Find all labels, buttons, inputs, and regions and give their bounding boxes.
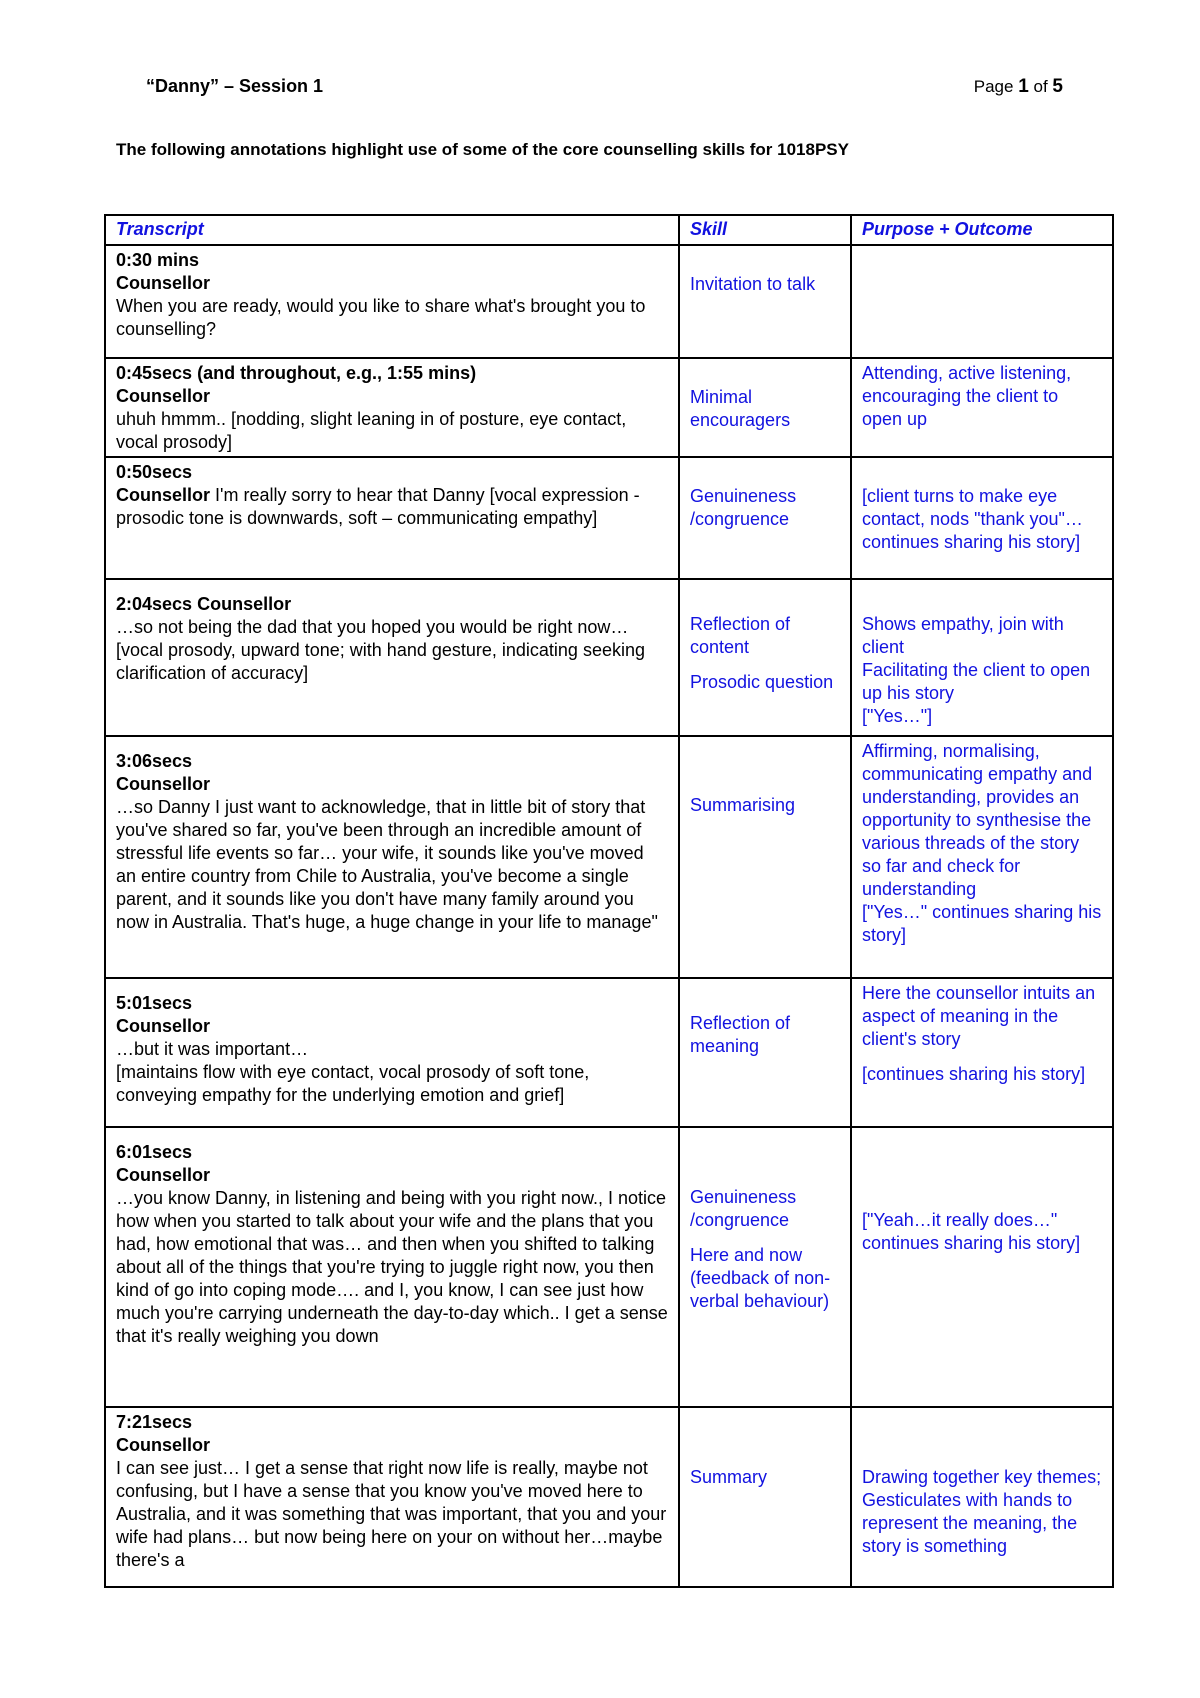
table-header-row xyxy=(105,215,1113,245)
table-row xyxy=(105,1127,1113,1407)
skill-text: Genuineness /congruence xyxy=(690,1187,797,1230)
purpose-cell xyxy=(851,736,1113,978)
skill-text: Minimal encouragers xyxy=(690,387,791,430)
speaker: Counsellor xyxy=(116,774,211,794)
transcript-cell xyxy=(105,1407,679,1587)
speaker: Counsellor xyxy=(116,485,211,505)
transcript-text: …but it was important… xyxy=(116,1039,309,1059)
purpose-text-2: ["Yes…" continues sharing his story] xyxy=(862,902,1102,945)
speaker: Counsellor xyxy=(197,594,292,614)
timestamp: 3:06secs xyxy=(116,751,193,771)
skill-text-2: Here and now (feedback of non-verbal behaviour) xyxy=(690,1245,831,1311)
transcript-cell xyxy=(105,1127,679,1407)
purpose-cell xyxy=(851,457,1113,579)
purpose-text-2: Gesticulates with hands to represent the meaning, the story is something xyxy=(862,1490,1078,1556)
purpose-text-2: [continues sharing his story] xyxy=(862,1064,1086,1084)
skill-cell xyxy=(679,245,851,358)
purpose-cell xyxy=(851,1407,1113,1587)
transcript-cell xyxy=(105,579,679,736)
transcript-cell xyxy=(105,978,679,1127)
skill-cell xyxy=(679,978,851,1127)
skill-text: Invitation to talk xyxy=(690,274,816,294)
table-row xyxy=(105,245,1113,358)
purpose-text: Drawing together key themes; xyxy=(862,1467,1102,1487)
transcript-text: I'm really sorry to hear that Danny [vocal expression - prosodic tone is downwards, soft – communicating empathy] xyxy=(116,485,640,528)
table-row xyxy=(105,358,1113,457)
skill-cell xyxy=(679,736,851,978)
transcript-cell xyxy=(105,358,679,457)
table-row xyxy=(105,579,1113,736)
skill-text: Reflection of content xyxy=(690,614,791,657)
transcript-text: I can see just… I get a sense that right now life is really, maybe not confusing, but I have a sense that you know you've moved here to Australia, and it was something that was important, that you and your wife had plans… but now being here on your on without her…maybe there's a xyxy=(116,1458,667,1570)
header-purpose: Purpose + Outcome xyxy=(851,215,1113,245)
purpose-cell xyxy=(851,1127,1113,1407)
purpose-text: Affirming, normalising, communicating empathy and understanding, provides an opportunity to synthesise the various threads of the story so far and check for understanding xyxy=(862,741,1093,899)
timestamp: 7:21secs xyxy=(116,1412,193,1432)
header-transcript: Transcript xyxy=(105,215,679,245)
transcript-cell xyxy=(105,245,679,358)
speaker: Counsellor xyxy=(116,1165,211,1185)
purpose-cell xyxy=(851,358,1113,457)
timestamp: 0:50secs xyxy=(116,462,193,482)
transcript-text: …so not being the dad that you hoped you would be right now… [vocal prosody, upward tone; with hand gesture, indicating seeking clarification of accuracy] xyxy=(116,617,645,683)
purpose-cell xyxy=(851,245,1113,358)
table-row xyxy=(105,1407,1113,1587)
transcript-text: …you know Danny, in listening and being with you right now., I notice how when you started to talk about your wife and the plans that you had, how emotional that was… and then when you shifted to talking about all of the things that you're trying to juggle right now, you then kind of go into coping mode…. and I, you know, I can see just how much you're carrying underneath the day-to-day which.. I get a sense that it's really weighing you down xyxy=(116,1188,668,1346)
speaker: Counsellor xyxy=(116,1435,211,1455)
purpose-text-3: ["Yes…"] xyxy=(862,706,933,726)
table-row xyxy=(105,978,1113,1127)
skill-text: Summary xyxy=(690,1467,768,1487)
skill-cell xyxy=(679,1407,851,1587)
intro-text: The following annotations highlight use of some of the core counselling skills for 1018PSY xyxy=(116,140,849,159)
purpose-cell xyxy=(851,978,1113,1127)
transcript-block xyxy=(116,1411,668,1572)
timestamp: 0:30 mins xyxy=(116,250,200,270)
skill-cell xyxy=(679,1127,851,1407)
purpose-text: [client turns to make eye contact, nods "thank you"…continues sharing his story] xyxy=(862,486,1083,552)
speaker: Counsellor xyxy=(116,1016,211,1036)
transcript-text-2: [maintains flow with eye contact, vocal prosody of soft tone, conveying empathy for the underlying emotion and grief] xyxy=(116,1062,590,1105)
skill-cell xyxy=(679,457,851,579)
document-title: “Danny” – Session 1 xyxy=(146,76,324,96)
timestamp: 5:01secs xyxy=(116,993,193,1013)
timestamp: 6:01secs xyxy=(116,1142,193,1162)
table-row xyxy=(105,736,1113,978)
skill-text-2: Prosodic question xyxy=(690,672,834,692)
purpose-text: Here the counsellor intuits an aspect of meaning in the client's story xyxy=(862,983,1096,1049)
purpose-text: ["Yeah…it really does…" continues sharing his story] xyxy=(862,1210,1081,1253)
table-row xyxy=(105,457,1113,579)
skill-cell xyxy=(679,358,851,457)
skill-text: Summarising xyxy=(690,795,796,815)
speaker: Counsellor xyxy=(116,386,211,406)
purpose-text: Attending, active listening, encouraging the client to open up xyxy=(862,363,1072,429)
purpose-text: Shows empathy, join with client xyxy=(862,614,1064,657)
skill-text: Genuineness /congruence xyxy=(690,486,797,529)
transcript-cell xyxy=(105,457,679,579)
annotation-table xyxy=(104,214,1114,1588)
skill-cell xyxy=(679,579,851,736)
speaker: Counsellor xyxy=(116,273,211,293)
header-skill: Skill xyxy=(679,215,851,245)
transcript-text: …so Danny I just want to acknowledge, that in little bit of story that you've shared so far, you've been through an incredible amount of stressful life events so far… your wife, it sounds like you've moved an entire country from Chile to Australia, you've become a single parent, and it sounds like you don't have many family around you now in Australia. That's huge, a huge change in your life to manage" xyxy=(116,797,658,932)
page-indicator: Page 1 of 5 xyxy=(973,76,1063,97)
transcript-text: When you are ready, would you like to share what's brought you to counselling? xyxy=(116,296,646,339)
transcript-text: uhuh hmmm.. [nodding, slight leaning in of posture, eye contact, vocal prosody] xyxy=(116,409,627,452)
timestamp: 0:45secs (and throughout, e.g., 1:55 mins) xyxy=(116,363,477,383)
page-header xyxy=(146,76,1063,100)
skill-text: Reflection of meaning xyxy=(690,1013,791,1056)
purpose-text-2: Facilitating the client to open up his story xyxy=(862,660,1091,703)
timestamp: 2:04secs xyxy=(116,594,193,614)
transcript-cell xyxy=(105,736,679,978)
purpose-block xyxy=(862,1411,1102,1558)
purpose-cell xyxy=(851,579,1113,736)
